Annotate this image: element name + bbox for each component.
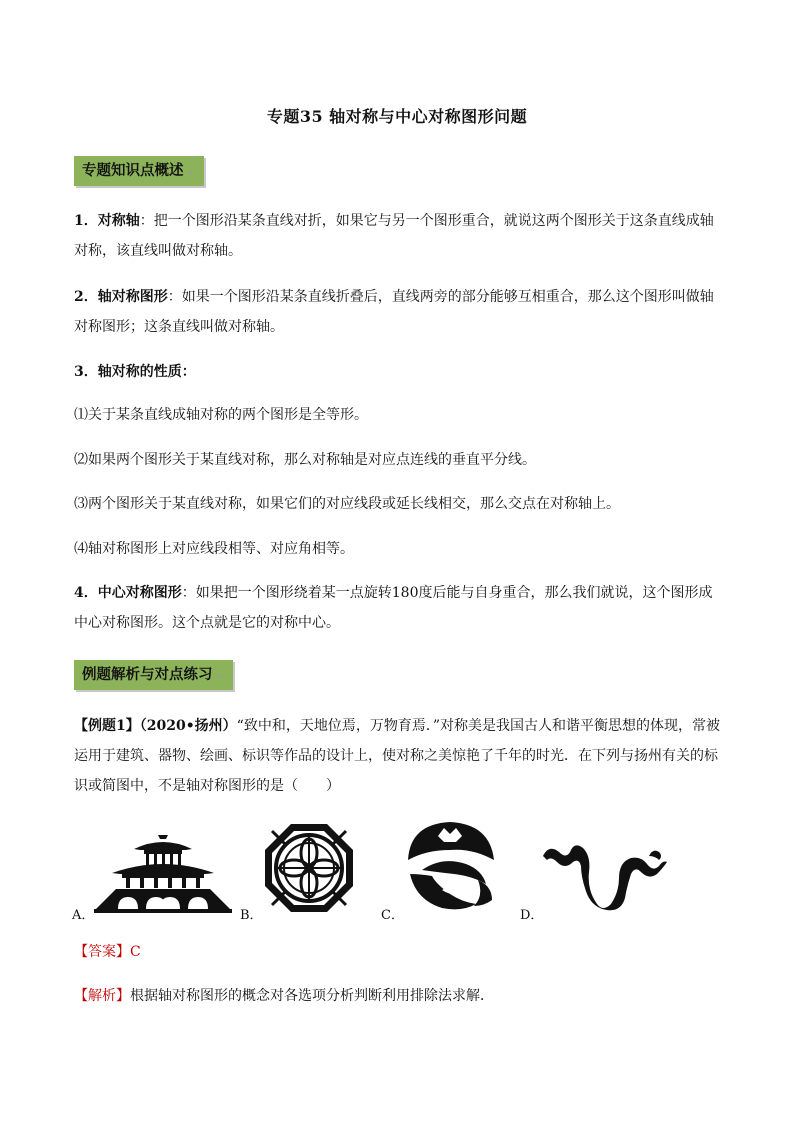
point-1-head: 1．对称轴	[74, 213, 140, 229]
point-2-head: 2．轴对称图形	[74, 289, 168, 305]
point-3-head: 3．轴对称的性质：	[74, 364, 196, 380]
point-2-body: ：如果一个图形沿某条直线折叠后，直线两旁的部分能够互相重合，那么这个图形叫做轴对称图形；这条直线叫做对称轴。	[74, 289, 714, 335]
river-wave-icon	[541, 838, 669, 912]
section-knowledge-label: 专题知识点概述	[82, 162, 184, 179]
option-d-label: D．	[520, 908, 544, 923]
analysis-line	[74, 981, 724, 1011]
example-1	[74, 711, 724, 801]
example-1-tag: 【例题1】	[74, 718, 140, 734]
example-1-source: （2020•扬州）	[139, 718, 237, 734]
return-mark-icon: ↵	[185, 167, 194, 178]
option-c-label: C．	[381, 908, 404, 923]
analysis-text: 根据轴对称图形的概念对各选项分析判断利用排除法求解．	[130, 988, 494, 1004]
point-3-item-2: ⑵如果两个图形关于某直线对称，那么对称轴是对应点连线的垂直平分线。	[74, 452, 536, 468]
pavilion-icon	[94, 833, 232, 913]
point-4	[74, 578, 724, 638]
option-a-label: A．	[72, 908, 95, 923]
point-4-head: 4．中心对称图形	[74, 585, 182, 601]
analysis-tag: 【解析】	[74, 988, 130, 1004]
section-examples-label: 例题解析与对点练习	[82, 666, 213, 683]
point-4-body: ：如果把一个图形绕着某一点旋转180度后能与自身重合，那么我们就说，这个图形成中心对称图形。这个点就是它的对称中心。	[74, 585, 713, 631]
example-1-text: “致中和，天地位焉，万物育焉．”对称美是我国古人和谐平衡思想的体现，常被运用于建筑、器物、绘画、标识等作品的设计上，使对称之美惊艳了千年的时光．在下列与扬州有关的标识或简图中，不是轴对称图形的是（ ）	[74, 718, 720, 794]
octagon-window-icon	[263, 822, 355, 914]
answer-value: C	[130, 944, 141, 960]
point-3-item-4: ⑷轴对称图形上对应线段相等、对应角相等。	[74, 541, 354, 557]
point-1	[74, 206, 724, 266]
return-mark-icon: ↵	[214, 671, 223, 682]
swirl-logo-icon	[402, 820, 498, 912]
point-3-item-1: ⑴关于某条直线成轴对称的两个图形是全等形。	[74, 407, 368, 423]
point-1-body: ：把一个图形沿某条直线对折，如果它与另一个图形重合，就说这两个图形关于这条直线成轴对称，该直线叫做对称轴。	[74, 213, 714, 259]
option-b-label: B．	[240, 908, 263, 923]
point-3-item-3: ⑶两个图形关于某直线对称，如果它们的对应线段或延长线相交，那么交点在对称轴上。	[74, 496, 620, 512]
point-2	[74, 282, 724, 342]
section-examples-tag	[74, 660, 233, 690]
page-title: 专题35 轴对称与中心对称图形问题	[266, 107, 528, 126]
answer-line	[74, 937, 724, 967]
answer-tag: 【答案】	[74, 944, 130, 960]
section-knowledge-tag	[74, 156, 204, 186]
